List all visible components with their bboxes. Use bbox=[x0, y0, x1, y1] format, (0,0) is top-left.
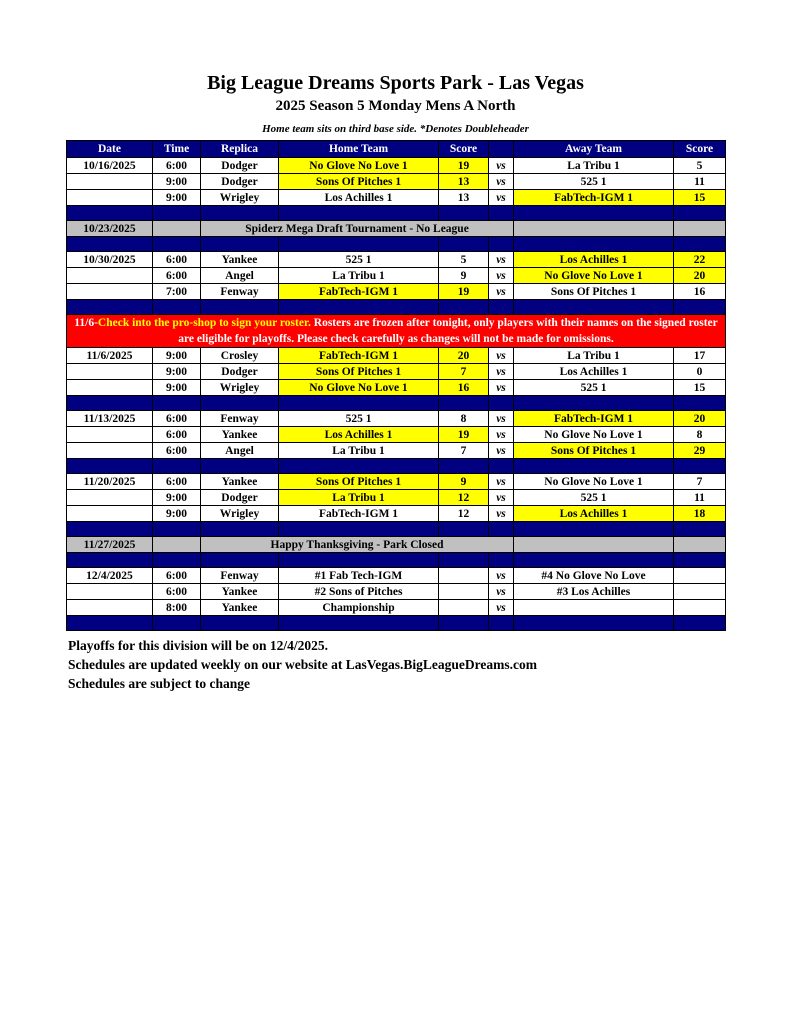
away-team-cell: 525 1 bbox=[514, 490, 674, 506]
separator-cell bbox=[153, 459, 201, 474]
separator-cell bbox=[67, 553, 153, 568]
date-cell: 10/23/2025 bbox=[67, 221, 153, 237]
time-cell: 9:00 bbox=[153, 364, 201, 380]
home-score-cell: 19 bbox=[439, 427, 489, 443]
away-team-cell: No Glove No Love 1 bbox=[514, 268, 674, 284]
separator-cell bbox=[279, 396, 439, 411]
separator-cell bbox=[439, 206, 489, 221]
game-row bbox=[67, 190, 726, 206]
date-cell bbox=[67, 284, 153, 300]
vs-cell: vs bbox=[489, 411, 514, 427]
separator-cell bbox=[439, 396, 489, 411]
separator-cell bbox=[489, 616, 514, 631]
blank-cell bbox=[674, 221, 726, 237]
away-score-cell: 15 bbox=[674, 190, 726, 206]
away-score-cell bbox=[674, 600, 726, 616]
separator-cell bbox=[489, 300, 514, 315]
separator-cell bbox=[153, 616, 201, 631]
vs-cell: vs bbox=[489, 584, 514, 600]
game-row bbox=[67, 474, 726, 490]
away-team-cell: No Glove No Love 1 bbox=[514, 474, 674, 490]
separator-row bbox=[67, 206, 726, 221]
home-team-cell: #1 Fab Tech-IGM bbox=[279, 568, 439, 584]
separator-cell bbox=[67, 522, 153, 537]
separator-cell bbox=[279, 616, 439, 631]
date-cell bbox=[67, 427, 153, 443]
vs-cell: vs bbox=[489, 364, 514, 380]
away-score-cell: 8 bbox=[674, 427, 726, 443]
separator-row bbox=[67, 553, 726, 568]
away-score-cell: 18 bbox=[674, 506, 726, 522]
separator-cell bbox=[674, 206, 726, 221]
season-subtitle: 2025 Season 5 Monday Mens A North bbox=[275, 98, 516, 114]
separator-cell bbox=[67, 396, 153, 411]
roster-notice-row bbox=[67, 315, 726, 348]
date-cell bbox=[67, 584, 153, 600]
separator-cell bbox=[674, 300, 726, 315]
separator-cell bbox=[674, 522, 726, 537]
separator-cell bbox=[67, 300, 153, 315]
away-team-cell: #4 No Glove No Love bbox=[514, 568, 674, 584]
home-score-cell bbox=[439, 584, 489, 600]
separator-cell bbox=[279, 300, 439, 315]
game-row bbox=[67, 284, 726, 300]
game-row bbox=[67, 348, 726, 364]
replica-cell: Dodger bbox=[201, 158, 279, 174]
replica-cell: Fenway bbox=[201, 411, 279, 427]
date-cell bbox=[67, 190, 153, 206]
away-team-cell: Los Achilles 1 bbox=[514, 364, 674, 380]
vs-cell: vs bbox=[489, 474, 514, 490]
separator-row bbox=[67, 459, 726, 474]
time-cell: 6:00 bbox=[153, 443, 201, 459]
separator-cell bbox=[201, 553, 279, 568]
replica-cell: Wrigley bbox=[201, 190, 279, 206]
away-team-cell: Sons Of Pitches 1 bbox=[514, 284, 674, 300]
time-cell: 6:00 bbox=[153, 427, 201, 443]
away-score-cell: 7 bbox=[674, 474, 726, 490]
separator-cell bbox=[514, 237, 674, 252]
home-team-cell: Sons Of Pitches 1 bbox=[279, 174, 439, 190]
date-cell bbox=[67, 443, 153, 459]
home-team-cell: No Glove No Love 1 bbox=[279, 158, 439, 174]
separator-cell bbox=[439, 522, 489, 537]
date-cell: 11/27/2025 bbox=[67, 537, 153, 553]
replica-cell: Dodger bbox=[201, 490, 279, 506]
away-score-cell: 20 bbox=[674, 411, 726, 427]
replica-cell: Yankee bbox=[201, 584, 279, 600]
vs-cell: vs bbox=[489, 490, 514, 506]
home-score-cell: 5 bbox=[439, 252, 489, 268]
separator-cell bbox=[153, 396, 201, 411]
date-cell bbox=[67, 380, 153, 396]
separator-cell bbox=[514, 522, 674, 537]
separator-cell bbox=[279, 237, 439, 252]
away-team-cell: Sons Of Pitches 1 bbox=[514, 443, 674, 459]
date-cell bbox=[67, 174, 153, 190]
separator-cell bbox=[201, 459, 279, 474]
away-team-cell: La Tribu 1 bbox=[514, 348, 674, 364]
time-cell: 7:00 bbox=[153, 284, 201, 300]
separator-row bbox=[67, 396, 726, 411]
separator-cell bbox=[67, 616, 153, 631]
col-date-header: Date bbox=[67, 141, 153, 158]
replica-cell: Dodger bbox=[201, 364, 279, 380]
home-score-cell: 19 bbox=[439, 284, 489, 300]
vs-cell: vs bbox=[489, 443, 514, 459]
home-score-cell: 16 bbox=[439, 380, 489, 396]
vs-cell: vs bbox=[489, 427, 514, 443]
game-row bbox=[67, 443, 726, 459]
vs-cell: vs bbox=[489, 268, 514, 284]
col-home-score-header: Score bbox=[439, 141, 489, 158]
replica-cell: Crosley bbox=[201, 348, 279, 364]
col-vs-header bbox=[489, 141, 514, 158]
home-team-cell: FabTech-IGM 1 bbox=[279, 284, 439, 300]
separator-cell bbox=[489, 522, 514, 537]
game-row bbox=[67, 380, 726, 396]
separator-cell bbox=[201, 300, 279, 315]
home-team-cell: 525 1 bbox=[279, 411, 439, 427]
blank-cell bbox=[514, 221, 674, 237]
away-team-cell: #3 Los Achilles bbox=[514, 584, 674, 600]
vs-cell: vs bbox=[489, 174, 514, 190]
col-replica-header: Replica bbox=[201, 141, 279, 158]
replica-cell: Dodger bbox=[201, 174, 279, 190]
game-row bbox=[67, 411, 726, 427]
vs-cell: vs bbox=[489, 380, 514, 396]
footer-change-note: Schedules are subject to change bbox=[68, 676, 250, 691]
away-score-cell: 0 bbox=[674, 364, 726, 380]
game-row bbox=[67, 252, 726, 268]
table-header-row bbox=[67, 141, 726, 158]
game-row bbox=[67, 364, 726, 380]
separator-cell bbox=[67, 459, 153, 474]
separator-cell bbox=[489, 237, 514, 252]
home-team-cell: Championship bbox=[279, 600, 439, 616]
time-cell: 6:00 bbox=[153, 584, 201, 600]
home-team-cell: FabTech-IGM 1 bbox=[279, 506, 439, 522]
separator-row bbox=[67, 237, 726, 252]
separator-cell bbox=[201, 616, 279, 631]
game-row bbox=[67, 490, 726, 506]
date-cell bbox=[67, 364, 153, 380]
separator-cell bbox=[439, 616, 489, 631]
home-score-cell: 12 bbox=[439, 490, 489, 506]
away-team-cell bbox=[514, 600, 674, 616]
home-score-cell: 9 bbox=[439, 268, 489, 284]
home-score-cell: 12 bbox=[439, 506, 489, 522]
away-team-cell: 525 1 bbox=[514, 174, 674, 190]
date-cell bbox=[67, 600, 153, 616]
blank-cell bbox=[153, 537, 201, 553]
vs-cell: vs bbox=[489, 252, 514, 268]
separator-cell bbox=[489, 459, 514, 474]
home-team-cell: La Tribu 1 bbox=[279, 268, 439, 284]
away-team-cell: No Glove No Love 1 bbox=[514, 427, 674, 443]
away-score-cell: 5 bbox=[674, 158, 726, 174]
blank-cell bbox=[153, 221, 201, 237]
separator-cell bbox=[674, 459, 726, 474]
roster-notice bbox=[67, 315, 726, 348]
col-away-score-header: Score bbox=[674, 141, 726, 158]
home-team-cell: Los Achilles 1 bbox=[279, 190, 439, 206]
separator-row bbox=[67, 300, 726, 315]
separator-cell bbox=[489, 553, 514, 568]
schedule-body bbox=[67, 158, 726, 631]
home-team-cell: La Tribu 1 bbox=[279, 490, 439, 506]
time-cell: 6:00 bbox=[153, 252, 201, 268]
notice-lead: 11/6- bbox=[74, 317, 98, 329]
footer-playoffs-note: Playoffs for this division will be on 12/4/2025. bbox=[68, 638, 329, 653]
time-cell: 6:00 bbox=[153, 568, 201, 584]
away-team-cell: FabTech-IGM 1 bbox=[514, 190, 674, 206]
away-score-cell: 11 bbox=[674, 490, 726, 506]
home-score-cell: 9 bbox=[439, 474, 489, 490]
home-team-cell: FabTech-IGM 1 bbox=[279, 348, 439, 364]
separator-cell bbox=[439, 459, 489, 474]
separator-cell bbox=[153, 553, 201, 568]
home-score-cell bbox=[439, 568, 489, 584]
col-away-team-header: Away Team bbox=[514, 141, 674, 158]
time-cell: 9:00 bbox=[153, 174, 201, 190]
separator-cell bbox=[279, 522, 439, 537]
home-team-cell: Sons Of Pitches 1 bbox=[279, 474, 439, 490]
away-score-cell bbox=[674, 568, 726, 584]
date-cell bbox=[67, 268, 153, 284]
schedule-table bbox=[66, 140, 726, 631]
time-cell: 6:00 bbox=[153, 411, 201, 427]
home-score-cell: 7 bbox=[439, 364, 489, 380]
replica-cell: Yankee bbox=[201, 427, 279, 443]
replica-cell: Fenway bbox=[201, 284, 279, 300]
game-row bbox=[67, 427, 726, 443]
separator-cell bbox=[514, 396, 674, 411]
separator-cell bbox=[67, 206, 153, 221]
away-team-cell: Los Achilles 1 bbox=[514, 252, 674, 268]
game-row bbox=[67, 158, 726, 174]
schedule-note: Home team sits on third base side. *Denotes Doubleheader bbox=[262, 123, 529, 135]
time-cell: 6:00 bbox=[153, 158, 201, 174]
notice-rest: Rosters are frozen after tonight, only players with their names on the signed roster are eligible for playoffs. Please check carefully as changes will not be made for omissions. bbox=[178, 317, 718, 345]
separator-cell bbox=[489, 396, 514, 411]
game-row bbox=[67, 568, 726, 584]
away-score-cell: 17 bbox=[674, 348, 726, 364]
replica-cell: Angel bbox=[201, 268, 279, 284]
home-score-cell: 13 bbox=[439, 174, 489, 190]
separator-cell bbox=[439, 553, 489, 568]
separator-cell bbox=[279, 459, 439, 474]
date-cell: 11/6/2025 bbox=[67, 348, 153, 364]
replica-cell: Fenway bbox=[201, 568, 279, 584]
time-cell: 8:00 bbox=[153, 600, 201, 616]
away-score-cell: 20 bbox=[674, 268, 726, 284]
home-team-cell: #2 Sons of Pitches bbox=[279, 584, 439, 600]
separator-cell bbox=[279, 553, 439, 568]
game-row bbox=[67, 600, 726, 616]
blank-cell bbox=[514, 537, 674, 553]
home-score-cell: 7 bbox=[439, 443, 489, 459]
separator-cell bbox=[674, 553, 726, 568]
no-games-row bbox=[67, 221, 726, 237]
home-score-cell bbox=[439, 600, 489, 616]
separator-cell bbox=[201, 396, 279, 411]
separator-cell bbox=[201, 237, 279, 252]
date-cell: 11/20/2025 bbox=[67, 474, 153, 490]
date-cell: 11/13/2025 bbox=[67, 411, 153, 427]
away-score-cell: 16 bbox=[674, 284, 726, 300]
separator-cell bbox=[674, 396, 726, 411]
away-score-cell: 11 bbox=[674, 174, 726, 190]
time-cell: 6:00 bbox=[153, 268, 201, 284]
separator-cell bbox=[514, 616, 674, 631]
vs-cell: vs bbox=[489, 348, 514, 364]
vs-cell: vs bbox=[489, 568, 514, 584]
replica-cell: Wrigley bbox=[201, 506, 279, 522]
vs-cell: vs bbox=[489, 600, 514, 616]
time-cell: 9:00 bbox=[153, 190, 201, 206]
home-team-cell: Los Achilles 1 bbox=[279, 427, 439, 443]
separator-cell bbox=[153, 237, 201, 252]
date-cell bbox=[67, 490, 153, 506]
event-text: Happy Thanksgiving - Park Closed bbox=[201, 537, 514, 553]
vs-cell: vs bbox=[489, 284, 514, 300]
separator-cell bbox=[514, 300, 674, 315]
replica-cell: Yankee bbox=[201, 474, 279, 490]
separator-row bbox=[67, 522, 726, 537]
replica-cell: Angel bbox=[201, 443, 279, 459]
notice-highlight: Check into the pro-shop to sign your roster. bbox=[97, 317, 311, 329]
separator-cell bbox=[201, 522, 279, 537]
footer-website-note: Schedules are updated weekly on our website at LasVegas.BigLeagueDreams.com bbox=[68, 657, 538, 672]
away-score-cell: 22 bbox=[674, 252, 726, 268]
page-title: Big League Dreams Sports Park - Las Vegas bbox=[207, 72, 584, 94]
game-row bbox=[67, 584, 726, 600]
separator-cell bbox=[674, 237, 726, 252]
vs-cell: vs bbox=[489, 506, 514, 522]
separator-cell bbox=[489, 206, 514, 221]
home-score-cell: 8 bbox=[439, 411, 489, 427]
no-games-row bbox=[67, 537, 726, 553]
separator-cell bbox=[439, 300, 489, 315]
date-cell: 10/30/2025 bbox=[67, 252, 153, 268]
away-team-cell: FabTech-IGM 1 bbox=[514, 411, 674, 427]
separator-cell bbox=[153, 300, 201, 315]
home-team-cell: La Tribu 1 bbox=[279, 443, 439, 459]
replica-cell: Yankee bbox=[201, 600, 279, 616]
home-score-cell: 19 bbox=[439, 158, 489, 174]
separator-cell bbox=[514, 206, 674, 221]
away-team-cell: La Tribu 1 bbox=[514, 158, 674, 174]
game-row bbox=[67, 268, 726, 284]
away-score-cell: 29 bbox=[674, 443, 726, 459]
date-cell: 10/16/2025 bbox=[67, 158, 153, 174]
time-cell: 9:00 bbox=[153, 490, 201, 506]
game-row bbox=[67, 506, 726, 522]
game-row bbox=[67, 174, 726, 190]
time-cell: 9:00 bbox=[153, 380, 201, 396]
separator-cell bbox=[279, 206, 439, 221]
date-cell bbox=[67, 506, 153, 522]
home-team-cell: Sons Of Pitches 1 bbox=[279, 364, 439, 380]
replica-cell: Wrigley bbox=[201, 380, 279, 396]
away-team-cell: Los Achilles 1 bbox=[514, 506, 674, 522]
away-score-cell bbox=[674, 584, 726, 600]
separator-cell bbox=[439, 237, 489, 252]
home-team-cell: 525 1 bbox=[279, 252, 439, 268]
away-score-cell: 15 bbox=[674, 380, 726, 396]
date-cell: 12/4/2025 bbox=[67, 568, 153, 584]
separator-cell bbox=[514, 553, 674, 568]
vs-cell: vs bbox=[489, 158, 514, 174]
away-team-cell: 525 1 bbox=[514, 380, 674, 396]
replica-cell: Yankee bbox=[201, 252, 279, 268]
separator-cell bbox=[153, 522, 201, 537]
separator-cell bbox=[67, 237, 153, 252]
time-cell: 9:00 bbox=[153, 348, 201, 364]
separator-cell bbox=[153, 206, 201, 221]
col-time-header: Time bbox=[153, 141, 201, 158]
separator-row bbox=[67, 616, 726, 631]
event-text: Spiderz Mega Draft Tournament - No League bbox=[201, 221, 514, 237]
separator-cell bbox=[201, 206, 279, 221]
home-score-cell: 20 bbox=[439, 348, 489, 364]
separator-cell bbox=[674, 616, 726, 631]
time-cell: 9:00 bbox=[153, 506, 201, 522]
separator-cell bbox=[514, 459, 674, 474]
time-cell: 6:00 bbox=[153, 474, 201, 490]
home-score-cell: 13 bbox=[439, 190, 489, 206]
col-home-team-header: Home Team bbox=[279, 141, 439, 158]
home-team-cell: No Glove No Love 1 bbox=[279, 380, 439, 396]
blank-cell bbox=[674, 537, 726, 553]
vs-cell: vs bbox=[489, 190, 514, 206]
